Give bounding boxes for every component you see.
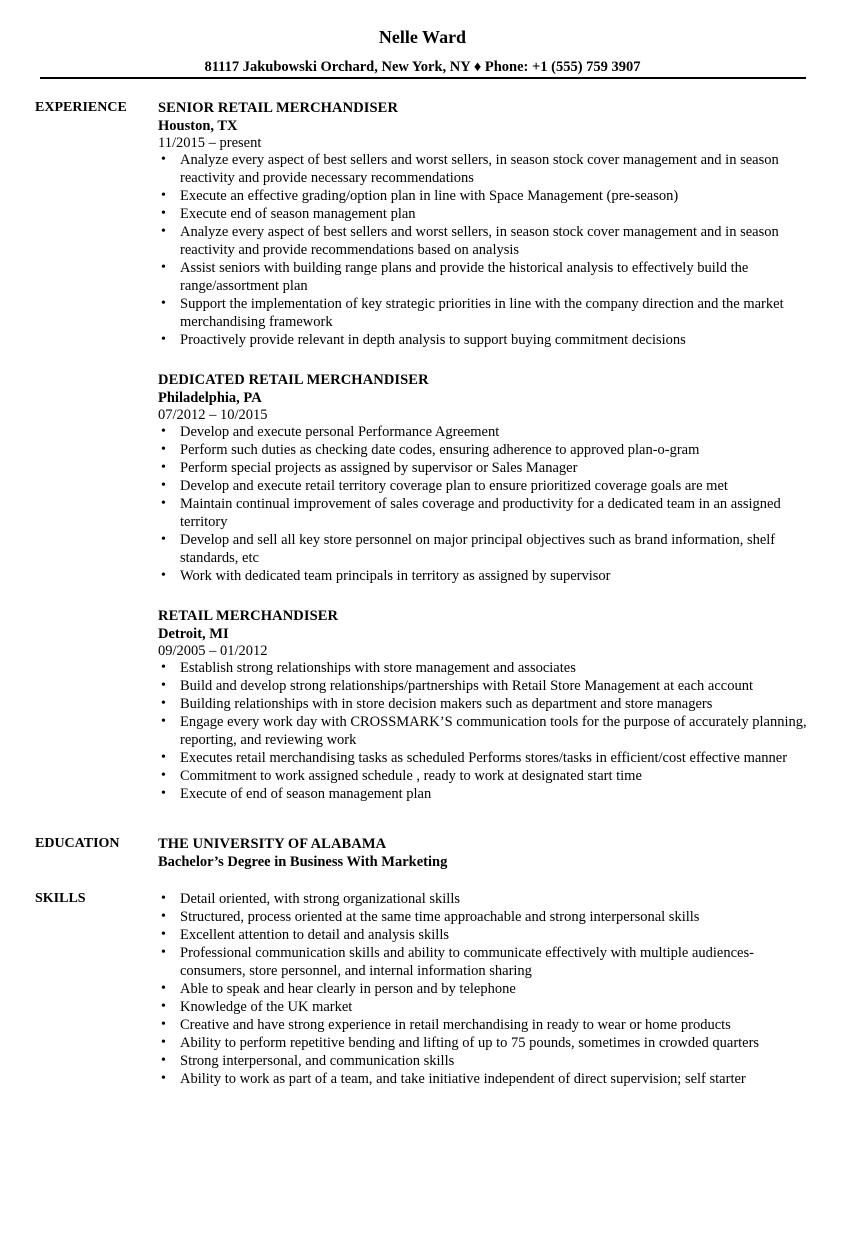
bullet-item: • Work with dedicated team principals in territory as assigned by supervisor	[158, 567, 808, 585]
bullet-item: • Engage every work day with CROSSMARK’S communication tools for the purpose of accurately planning, reporting, and reviewing work	[158, 713, 808, 749]
bullet-item: • Executes retail merchandising tasks as scheduled Performs stores/tasks in efficient/cost effective manner	[158, 749, 808, 767]
bullet-item: • Commitment to work assigned schedule , ready to work at designated start time	[158, 767, 808, 785]
bullet-item: • Execute an effective grading/option plan in line with Space Management (pre-season)	[158, 187, 808, 205]
skill-item: • Knowledge of the UK market	[158, 998, 808, 1016]
skill-item: • Professional communication skills and ability to communicate effectively with multiple audiences- consumers, store personnel, and internal information sharing	[158, 944, 808, 980]
contact-line: 81117 Jakubowski Orchard, New York, NY ♦ Phone: +1 (555) 759 3907	[204, 59, 641, 75]
skills-list	[158, 890, 808, 1088]
job-entry	[158, 607, 808, 803]
bullet-item: • Proactively provide relevant in depth analysis to support buying commitment decisions	[158, 331, 808, 349]
education-heading: EDUCATION	[35, 836, 120, 851]
job-title: RETAIL MERCHANDISER	[158, 608, 339, 624]
bullet-item: • Support the implementation of key strategic priorities in line with the company direction and the market merchandising framework	[158, 295, 808, 331]
job-bullets	[158, 659, 808, 803]
job-location: Philadelphia, PA	[158, 390, 262, 406]
bullet-item: • Build and develop strong relationships/partnerships with Retail Store Management at each account	[158, 677, 808, 695]
experience-body	[158, 99, 808, 825]
job-title: SENIOR RETAIL MERCHANDISER	[158, 100, 399, 116]
bullet-item: • Execute end of season management plan	[158, 205, 808, 223]
skill-item: • Detail oriented, with strong organizational skills	[158, 890, 808, 908]
skill-item: • Ability to perform repetitive bending and lifting of up to 75 pounds, sometimes in crowded quarters	[158, 1034, 808, 1052]
job-location: Detroit, MI	[158, 626, 229, 642]
skills-heading: SKILLS	[35, 891, 86, 906]
job-location: Houston, TX	[158, 118, 238, 134]
bullet-item: • Perform such duties as checking date codes, ensuring adherence to approved plan-o-gram	[158, 441, 808, 459]
bullet-item: • Develop and execute retail territory coverage plan to ensure prioritized coverage goals are met	[158, 477, 808, 495]
school-name: THE UNIVERSITY OF ALABAMA	[158, 836, 387, 852]
skill-item: • Strong interpersonal, and communication skills	[158, 1052, 808, 1070]
candidate-name: Nelle Ward	[378, 27, 467, 47]
skills-body	[158, 890, 808, 1088]
experience-heading: EXPERIENCE	[35, 100, 127, 115]
job-dates: 09/2005 – 01/2012	[158, 643, 268, 659]
bullet-item: • Establish strong relationships with store management and associates	[158, 659, 808, 677]
skill-item: • Excellent attention to detail and analysis skills	[158, 926, 808, 944]
bullet-item: • Analyze every aspect of best sellers and worst sellers, in season stock cover management and in season reactivity and provide necessary recommendations	[158, 151, 808, 187]
bullet-item: • Perform special projects as assigned by supervisor or Sales Manager	[158, 459, 808, 477]
job-dates: 11/2015 – present	[158, 135, 262, 151]
skill-item: • Ability to work as part of a team, and take initiative independent of direct supervision; self starter	[158, 1070, 808, 1088]
bullet-item: • Execute of end of season management plan	[158, 785, 808, 803]
bullet-item: • Develop and execute personal Performance Agreement	[158, 423, 808, 441]
skill-item: • Creative and have strong experience in retail merchandising in ready to wear or home products	[158, 1016, 808, 1034]
degree: Bachelor’s Degree in Business With Marketing	[158, 854, 448, 870]
job-dates: 07/2012 – 10/2015	[158, 407, 268, 423]
job-title: DEDICATED RETAIL MERCHANDISER	[158, 372, 429, 388]
bullet-item: • Building relationships with in store decision makers such as department and store managers	[158, 695, 808, 713]
skill-item: • Structured, process oriented at the same time approachable and strong interpersonal skills	[158, 908, 808, 926]
job-bullets	[158, 423, 808, 585]
bullet-item: • Maintain continual improvement of sales coverage and productivity for a dedicated team in an assigned territory	[158, 495, 808, 531]
bullet-item: • Assist seniors with building range plans and provide the historical analysis to effectively build the range/assortment plan	[158, 259, 808, 295]
job-bullets	[158, 151, 808, 349]
job-entry	[158, 371, 808, 585]
education-body	[158, 835, 808, 871]
header-divider	[40, 77, 806, 79]
skill-item: • Able to speak and hear clearly in person and by telephone	[158, 980, 808, 998]
bullet-item: • Develop and sell all key store personnel on major principal objectives such as brand information, shelf standards, etc	[158, 531, 808, 567]
job-entry	[158, 99, 808, 349]
bullet-item: • Analyze every aspect of best sellers and worst sellers, in season stock cover management and in season reactivity and provide recommendations based on analysis	[158, 223, 808, 259]
